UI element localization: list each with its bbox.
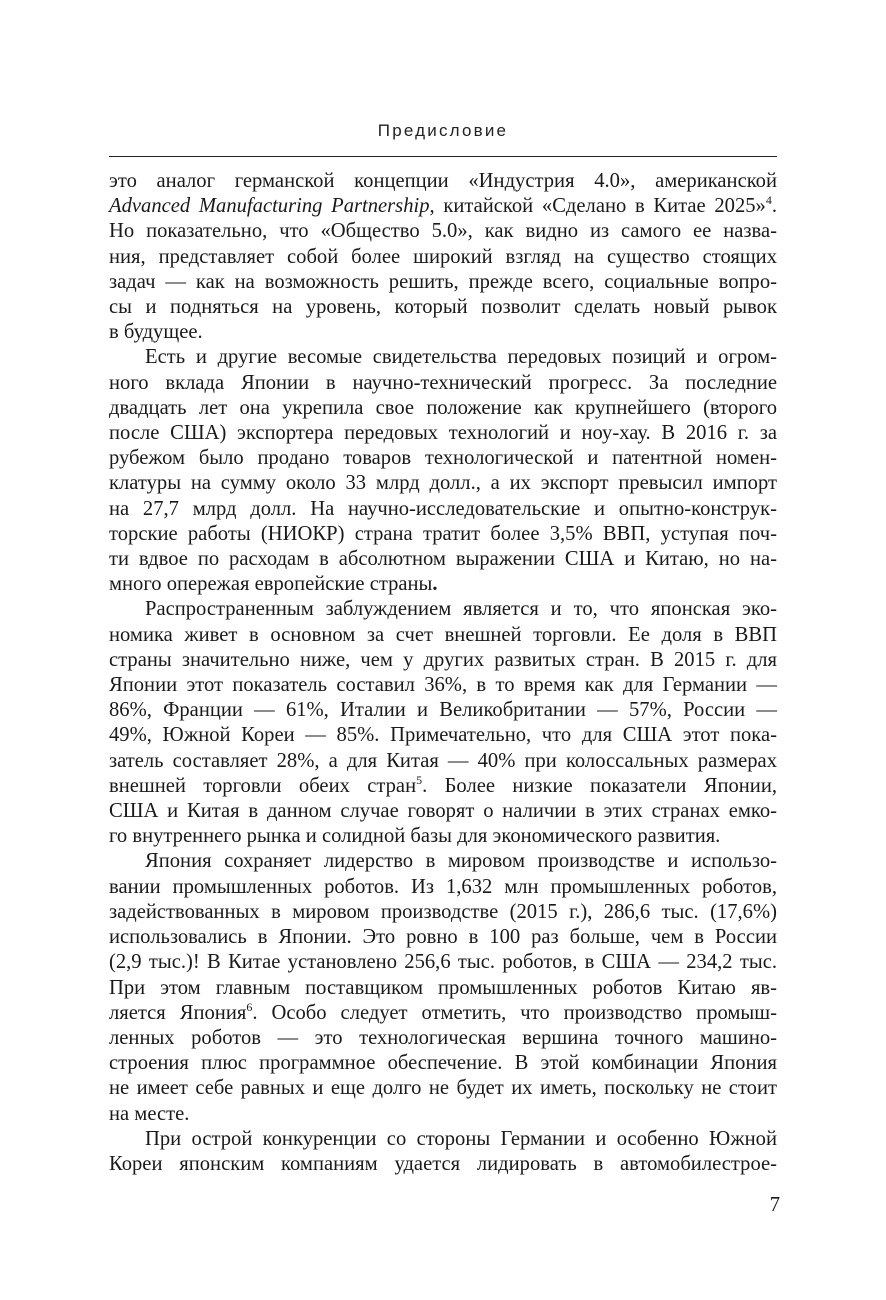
text-line: [109, 345, 777, 370]
text-line: [109, 446, 777, 471]
text-line: [109, 219, 777, 244]
page-number: 7: [769, 1194, 780, 1216]
text-segment: Но показательно, что «Общество 5.0», как видно из самого ее назва-: [109, 220, 777, 243]
text-segment: ного вклада Японии в научно-технический прогресс. За последние: [109, 371, 777, 394]
footnote-ref: 5: [416, 773, 423, 788]
text-line: [109, 497, 777, 522]
text-segment: торские работы (НИОКР) страна тратит более 3,5% ВВП, уступая поч-: [109, 522, 777, 545]
text-segment: .: [771, 195, 777, 218]
paragraph: [109, 169, 777, 345]
text-segment: ти вдвое по расходам в абсолютном выражении США и Китаю, но на-: [109, 548, 777, 571]
running-head-title: Предисловие: [377, 121, 509, 140]
text-segment: вании промышленных роботов. Из 1,632 млн промышленных роботов,: [109, 875, 777, 898]
text-line: [109, 597, 777, 622]
text-line: [109, 320, 777, 345]
footnote-ref: 6: [246, 999, 253, 1014]
italic-text: Advanced Manufacturing Partnership: [109, 195, 430, 218]
text-line: [109, 849, 777, 874]
text-line: [109, 1001, 777, 1026]
text-segment: го внутреннего рынка и солидной базы для экономического развития.: [109, 825, 721, 848]
text-segment: задействованных в мировом производстве (2015 г.), 286,6 тыс. (17,6%): [109, 900, 777, 923]
text-segment: двадцать лет она укрепила свое положение как крупнейшего (второго: [109, 396, 777, 419]
book-page: [109, 118, 777, 1177]
text-line: [109, 1076, 777, 1101]
text-segment: клатуры на сумму около 33 млрд долл., а их экспорт превысил импорт: [109, 472, 777, 495]
text-segment: 49%, Южной Кореи — 85%. Примечательно, что для США этот пока-: [109, 724, 777, 747]
text-segment: , китайской «Сделано в Китае 2025»: [429, 195, 766, 218]
text-line: [109, 900, 777, 925]
text-line: [109, 421, 777, 446]
text-line: [109, 673, 777, 698]
text-segment: Япония сохраняет лидерство в мировом производстве и использо-: [145, 850, 777, 873]
text-line: [109, 572, 777, 597]
text-line: [109, 1127, 777, 1152]
text-segment: строения плюс программное обеспечение. В этой комбинации Япония: [109, 1052, 777, 1075]
text-segment: (2,9 тыс.)! В Китае установлено 256,6 тыс. роботов, в США — 234,2 тыс.: [109, 951, 777, 974]
text-line: [109, 1051, 777, 1076]
text-line: [109, 522, 777, 547]
text-segment: не имеет себе равных и еще долго не будет их иметь, поскольку не стоит: [109, 1077, 777, 1100]
text-segment: сы и подняться на уровень, который позволит сделать новый рывок: [109, 296, 777, 319]
text-segment: использовались в Японии. Это ровно в 100 раз больше, чем в России: [109, 926, 777, 949]
text-segment: Распространенным заблуждением является и то, что японская эко-: [145, 598, 777, 621]
text-line: [109, 270, 777, 295]
text-line: [109, 471, 777, 496]
paragraph: [109, 345, 777, 597]
paragraph: [109, 597, 777, 849]
text-line: [109, 976, 777, 1001]
text-line: [109, 371, 777, 396]
text-segment: задач — как на возможность решить, прежде всего, социальные вопро-: [109, 270, 777, 293]
text-segment: внешней торговли обеих стран: [109, 774, 417, 797]
text-segment: номика живет в основном за счет внешней торговли. Ее доля в ВВП: [109, 623, 777, 646]
text-line: [109, 925, 777, 950]
text-line: [109, 799, 777, 824]
text-segment: 86%, Франции — 61%, Италии и Великобритании — 57%, России —: [109, 699, 777, 722]
text-segment: страны значительно ниже, чем у других развитых стран. В 2015 г. для: [109, 648, 777, 671]
text-line: [109, 1026, 777, 1051]
text-line: [109, 723, 777, 748]
text-segment: ленных роботов — это технологическая вершина точного машино-: [109, 1026, 777, 1049]
text-segment: это аналог германской концепции «Индустрия 4.0», американской: [109, 170, 777, 192]
text-segment: При острой конкуренции со стороны Германии и особенно Южной: [145, 1127, 777, 1150]
paragraph: [109, 1127, 777, 1177]
header-rule: [109, 156, 777, 157]
text-line: [109, 774, 777, 799]
text-segment: Кореи японским компаниям удается лидировать в автомобилестрое-: [109, 1152, 777, 1175]
text-line: [109, 623, 777, 648]
text-line: [109, 698, 777, 723]
text-line: [109, 1102, 777, 1127]
text-segment: ляется Япония: [109, 1001, 247, 1024]
text-line: [109, 396, 777, 421]
text-line: [109, 648, 777, 673]
text-segment: на месте.: [109, 1102, 190, 1125]
text-segment: рубежом было продано товаров технологической и патентной номен-: [109, 447, 777, 470]
text-line: [109, 950, 777, 975]
text-line: [109, 169, 777, 194]
text-segment: после США) экспортера передовых технологий и ноу-хау. В 2016 г. за: [109, 422, 777, 445]
text-line: [109, 245, 777, 270]
text-segment: ния, представляет собой более широкий взгляд на существо стоящих: [109, 245, 777, 268]
bold-text: .: [432, 573, 438, 596]
text-segment: . Более низкие показатели Японии,: [422, 774, 777, 797]
text-segment: на 27,7 млрд долл. На научно-исследовательские и опытно-конструк-: [109, 497, 777, 520]
text-segment: При этом главным поставщиком промышленных роботов Китаю яв-: [109, 976, 777, 999]
text-line: [109, 194, 777, 219]
paragraph: [109, 849, 777, 1126]
text-line: [109, 749, 777, 774]
text-line: [109, 547, 777, 572]
text-segment: Японии этот показатель составил 36%, в то время как для Германии —: [109, 674, 777, 697]
text-segment: в будущее.: [109, 321, 203, 344]
text-line: [109, 1152, 777, 1177]
text-line: [109, 824, 777, 849]
footnote-ref: 4: [765, 193, 772, 208]
text-segment: США и Китая в данном случае говорят о наличии в этих странах емко-: [109, 800, 777, 823]
body-text: [109, 169, 777, 1177]
text-segment: затель составляет 28%, а для Китая — 40% при колоссальных размерах: [109, 749, 777, 772]
text-line: [109, 875, 777, 900]
text-segment: много опережая европейские страны: [109, 573, 433, 596]
text-line: [109, 295, 777, 320]
text-segment: . Особо следует отметить, что производство промыш-: [252, 1001, 777, 1024]
text-segment: Есть и другие весомые свидетельства передовых позиций и огром-: [145, 346, 777, 369]
